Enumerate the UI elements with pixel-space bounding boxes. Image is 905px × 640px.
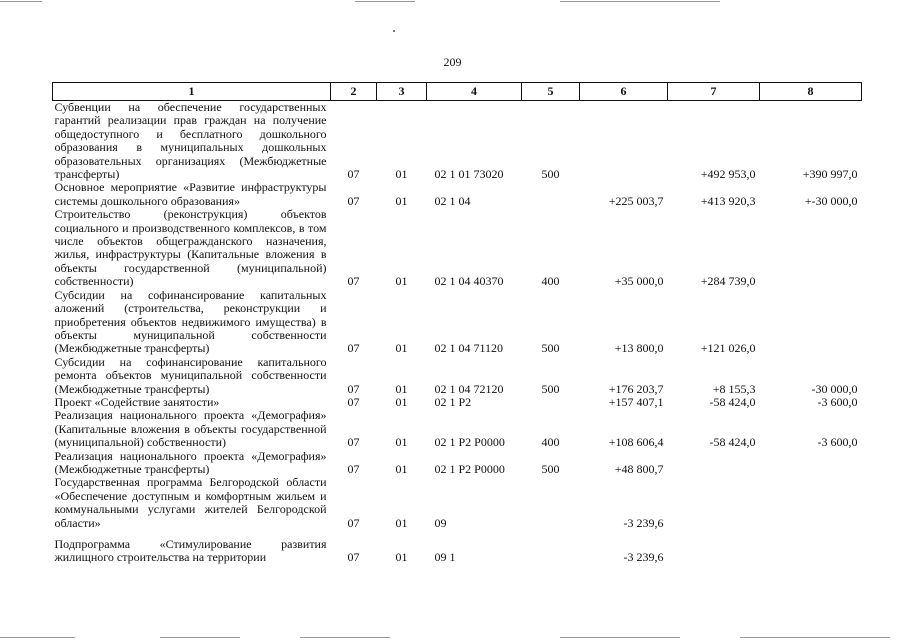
row-amount-col6: +225 003,7 <box>608 193 664 208</box>
table-row <box>53 289 862 356</box>
row-amount-col7: +492 953,0 <box>700 167 756 182</box>
scan-edge-line <box>560 1 720 2</box>
row-amount-col6: -3 239,6 <box>623 550 664 565</box>
scan-edge-line <box>160 637 240 638</box>
row-target-code: 02 1 Р2 Р0000 <box>434 435 505 450</box>
row-target-code: 02 1 04 71120 <box>434 341 504 356</box>
row-expense-type: 500 <box>541 167 560 182</box>
row-amount-col8 <box>760 476 862 530</box>
row-subsection: 01 <box>395 435 408 450</box>
row-subsection: 01 <box>395 274 408 289</box>
table-row <box>53 181 862 208</box>
row-section: 07 <box>347 381 360 396</box>
row-amount-col7: +284 739,0 <box>700 274 756 289</box>
row-expense-type: 500 <box>541 461 560 476</box>
row-amount-col8 <box>760 450 862 477</box>
row-target-code: 02 1 04 72120 <box>434 381 504 396</box>
row-amount-col7 <box>668 450 760 477</box>
column-header-6: 6 <box>580 83 668 101</box>
row-expense-type: 400 <box>541 435 560 450</box>
row-amount-col6: +108 606,4 <box>608 435 664 450</box>
row-section: 07 <box>347 274 360 289</box>
row-subsection: 01 <box>395 461 408 476</box>
row-expense-type <box>522 396 580 409</box>
table-row <box>53 356 862 396</box>
row-amount-col6: +35 000,0 <box>614 274 664 289</box>
table-row <box>53 450 862 477</box>
row-subsection: 01 <box>395 550 408 565</box>
row-expense-type: 500 <box>541 381 560 396</box>
row-expense-type: 500 <box>541 341 560 356</box>
row-amount-col8 <box>760 208 862 288</box>
scan-edge-line <box>0 637 75 638</box>
row-name: Субсидии на софинансирование капитальных аложений (строительства, реконструкции и приобретения объектов недвижимого имущества) в объекты муниципальной собственности (Межбюджетные трансферты) <box>54 287 327 356</box>
row-amount-col7 <box>668 530 760 565</box>
row-target-code: 02 1 04 40370 <box>434 274 504 289</box>
row-amount-col7: -58 424,0 <box>709 435 756 450</box>
table-row <box>53 208 862 288</box>
row-target-code: 09 <box>434 515 447 530</box>
row-subsection: 01 <box>395 515 408 530</box>
scan-edge-line <box>0 1 42 2</box>
row-amount-col6: +176 203,7 <box>608 381 664 396</box>
row-expense-type <box>522 530 580 565</box>
row-amount-col6: +157 407,1 <box>608 394 664 409</box>
row-amount-col7: -58 424,0 <box>709 394 756 409</box>
column-header-5: 5 <box>522 83 580 101</box>
column-header-2: 2 <box>331 83 377 101</box>
row-amount-col7: +121 026,0 <box>700 341 756 356</box>
row-name: Реализация национального проекта «Демография» (Капитальные вложения в объекты государственной (муниципальной) собственности) <box>54 408 327 450</box>
row-name: Субвенции на обеспечение государственных гарантий реализации прав граждан на получение общедоступного и бесплатного дошкольного образования в муниципальных дошкольных образовательных организациях (Межбюджетные трансферты) <box>54 100 327 182</box>
row-subsection: 01 <box>395 394 408 409</box>
row-section: 07 <box>347 515 360 530</box>
page-number: 209 <box>443 55 462 69</box>
row-target-code: 02 1 Р2 <box>434 394 472 409</box>
row-subsection: 01 <box>395 193 408 208</box>
row-name: Основное мероприятие «Развитие инфраструктуры системы дошкольного образования» <box>54 180 327 208</box>
table-row <box>53 396 862 409</box>
scan-edge-line <box>300 637 390 638</box>
row-target-code: 09 1 <box>434 550 456 565</box>
table-header-row <box>53 83 862 101</box>
row-amount-col7: +413 920,3 <box>700 193 756 208</box>
row-amount-col8: -3 600,0 <box>817 435 858 450</box>
row-amount-col8: -30 000,0 <box>811 381 858 396</box>
row-section: 07 <box>347 193 360 208</box>
row-amount-col7: +8 155,3 <box>712 381 756 396</box>
row-target-code: 02 1 01 73020 <box>434 167 504 182</box>
row-expense-type <box>522 181 580 208</box>
row-subsection: 01 <box>395 167 408 182</box>
row-amount-col8: +-30 000,0 <box>804 193 858 208</box>
table-row <box>53 476 862 530</box>
row-subsection: 01 <box>395 341 408 356</box>
column-header-3: 3 <box>377 83 427 101</box>
row-section: 07 <box>347 435 360 450</box>
row-name: Государственная программа Белгородской области «Обеспечение доступным и комфортным жильем и коммунальными услугами жителей Белгородской области» <box>54 475 327 530</box>
row-amount-col7 <box>668 476 760 530</box>
row-amount-col8: -3 600,0 <box>817 394 858 409</box>
scan-speck <box>393 30 395 32</box>
row-amount-col8: +390 997,0 <box>802 167 858 182</box>
row-target-code: 02 1 Р2 Р0000 <box>434 461 505 476</box>
budget-table <box>52 82 862 565</box>
row-name: Субсидии на софинансирование капитального ремонта объектов муниципальной собственности (Межбюджетные трансферты) <box>54 354 327 396</box>
column-header-7: 7 <box>668 83 760 101</box>
row-section: 07 <box>347 341 360 356</box>
row-amount-col6: +48 800,7 <box>614 461 664 476</box>
scan-edge-line <box>355 1 415 2</box>
column-header-8: 8 <box>760 83 862 101</box>
row-subsection: 01 <box>395 381 408 396</box>
row-section: 07 <box>347 461 360 476</box>
row-section: 07 <box>347 550 360 565</box>
column-header-4: 4 <box>427 83 522 101</box>
row-amount-col6 <box>580 101 668 182</box>
row-amount-col6: -3 239,6 <box>623 515 664 530</box>
table-row <box>53 530 862 565</box>
row-amount-col8 <box>760 530 862 565</box>
column-header-1: 1 <box>53 83 331 101</box>
table-row <box>53 101 862 182</box>
row-section: 07 <box>347 394 360 409</box>
scan-edge-line <box>560 637 680 638</box>
row-amount-col6: +13 800,0 <box>614 341 664 356</box>
row-expense-type <box>522 476 580 530</box>
row-name: Подпрограмма «Стимулирование развития жилищного строительства на территории <box>54 537 327 565</box>
row-name: Проект «Содействие занятости» <box>54 394 220 409</box>
scan-edge-line <box>740 637 890 638</box>
row-expense-type: 400 <box>541 274 560 289</box>
table-row <box>53 409 862 449</box>
row-name: Строительство (реконструкция) объектов социального и производственного комплексов, в том числе объектов общегражданского назначения, жилья, инфраструктуры (Капитальные вложения в объекты государственной (муниципальной) собственности) <box>54 207 327 289</box>
row-amount-col8 <box>760 289 862 356</box>
row-section: 07 <box>347 167 360 182</box>
row-name: Реализация национального проекта «Демография» (Межбюджетные трансферты) <box>54 448 327 476</box>
row-target-code: 02 1 04 <box>434 193 471 208</box>
